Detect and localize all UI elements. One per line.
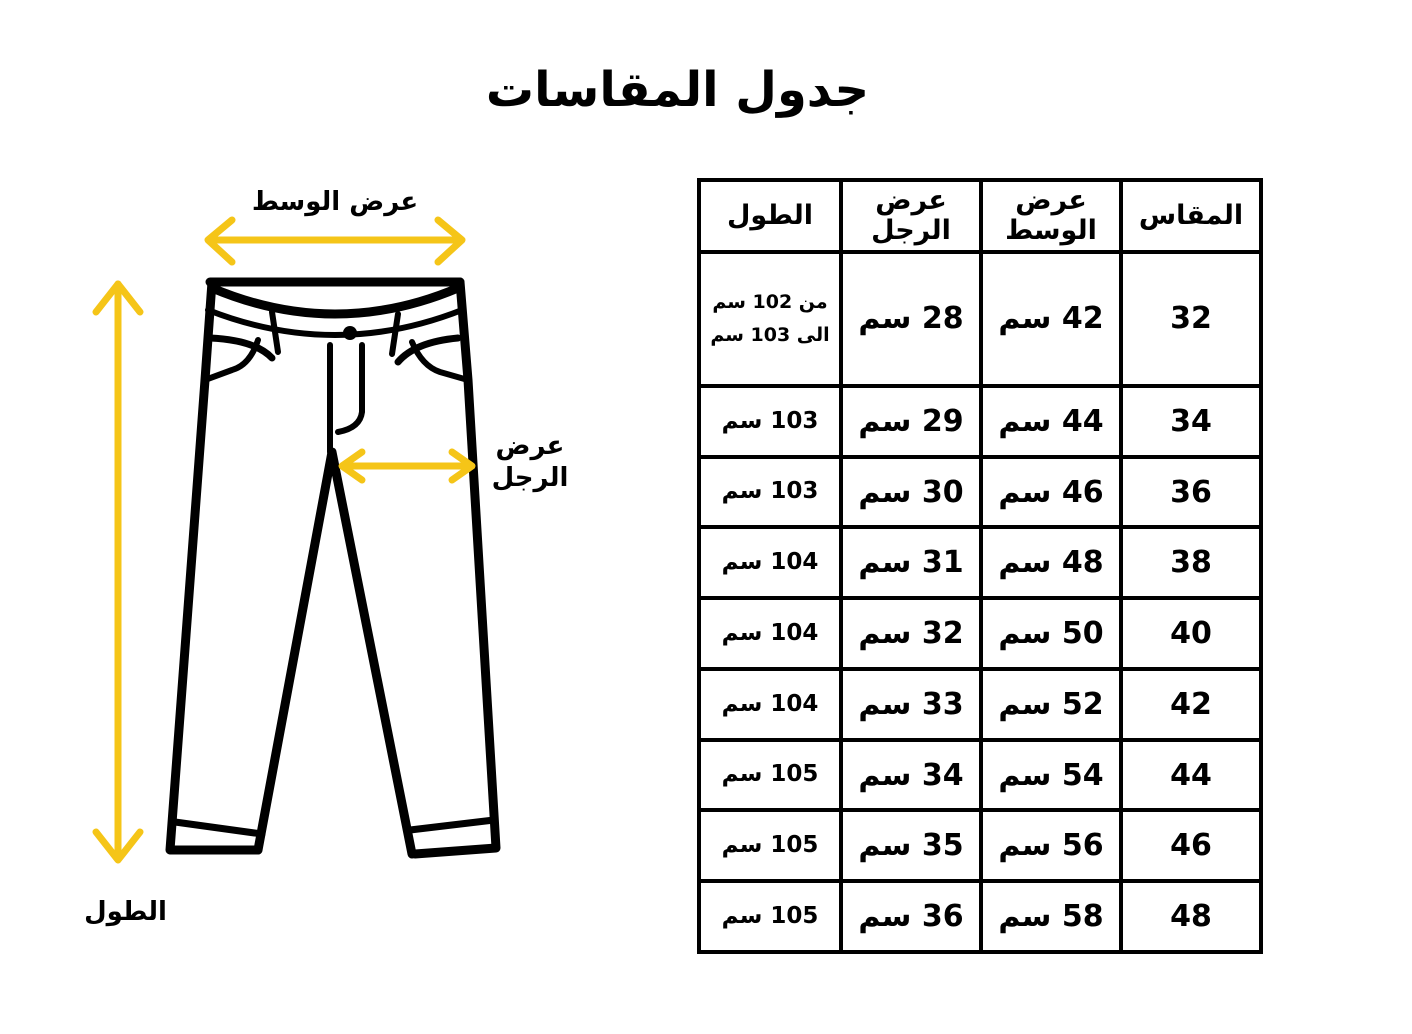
header-leg-line1: عرض (875, 185, 947, 217)
cell-waist: 56 سم (981, 810, 1121, 881)
cell-leg: 32 سم (841, 598, 981, 669)
waistband-curve (212, 288, 458, 314)
table-header-row (699, 180, 1261, 252)
cell-size: 44 (1121, 740, 1261, 811)
header-waist (981, 180, 1121, 252)
header-length: الطول (699, 180, 841, 252)
cell-waist: 50 سم (981, 598, 1121, 669)
cell-leg: 33 سم (841, 669, 981, 740)
cell-length: 105 سم (699, 740, 841, 811)
cell-leg: 28 سم (841, 252, 981, 386)
pants-illustration (0, 0, 620, 1030)
right-cuff (410, 820, 494, 830)
table-row (699, 881, 1261, 952)
table-row (699, 386, 1261, 457)
left-leg-outline (170, 282, 258, 850)
cell-leg: 34 سم (841, 740, 981, 811)
left-cuff (175, 822, 262, 834)
cell-size: 34 (1121, 386, 1261, 457)
cell-waist: 48 سم (981, 527, 1121, 598)
cell-waist: 58 سم (981, 881, 1121, 952)
measure-arrows (96, 220, 472, 860)
cell-leg: 31 سم (841, 527, 981, 598)
table-row (699, 457, 1261, 528)
cell-waist: 54 سم (981, 740, 1121, 811)
cell-length: 103 سم (699, 457, 841, 528)
right-pocket (398, 338, 458, 362)
pants-diagram (0, 0, 620, 1030)
button-icon (343, 326, 357, 340)
cell-length: 104 سم (699, 669, 841, 740)
cell-size: 42 (1121, 669, 1261, 740)
table-row (699, 810, 1261, 881)
table-row (699, 527, 1261, 598)
cell-length-line2: الى 103 سم (710, 323, 830, 346)
page-title: جدول المقاسات (485, 62, 870, 118)
header-leg (841, 180, 981, 252)
left-pocket (210, 338, 272, 358)
cell-size: 38 (1121, 527, 1261, 598)
cell-leg: 30 سم (841, 457, 981, 528)
table-row (699, 252, 1261, 386)
leg-label (480, 430, 580, 494)
header-size: المقاس (1121, 180, 1261, 252)
cell-waist: 44 سم (981, 386, 1121, 457)
header-waist-line1: عرض (1015, 185, 1087, 217)
cell-leg: 29 سم (841, 386, 981, 457)
table-row (699, 740, 1261, 811)
cell-leg: 36 سم (841, 881, 981, 952)
leg-label-line2: الرجل (491, 463, 569, 493)
waist-label: عرض الوسط (251, 187, 419, 217)
cell-length: 103 سم (699, 386, 841, 457)
table-row (699, 598, 1261, 669)
cell-size: 46 (1121, 810, 1261, 881)
cell-waist: 42 سم (981, 252, 1121, 386)
cell-size: 32 (1121, 252, 1261, 386)
cell-length: 105 سم (699, 881, 841, 952)
leg-label-line1: عرض (495, 431, 565, 461)
header-leg-line2: الرجل (871, 215, 951, 246)
cell-size: 36 (1121, 457, 1261, 528)
size-table (697, 178, 1263, 954)
cell-size: 40 (1121, 598, 1261, 669)
cell-waist: 52 سم (981, 669, 1121, 740)
cell-length: 104 سم (699, 598, 841, 669)
inseam (258, 452, 412, 854)
cell-size: 48 (1121, 881, 1261, 952)
cell-length: 105 سم (699, 810, 841, 881)
cell-length (699, 252, 841, 386)
length-label: الطول (84, 897, 167, 927)
header-waist-line2: الوسط (1005, 215, 1097, 246)
table-row (699, 669, 1261, 740)
cell-leg: 35 سم (841, 810, 981, 881)
cell-length: 104 سم (699, 527, 841, 598)
cell-waist: 46 سم (981, 457, 1121, 528)
cell-length-line1: من 102 سم (712, 290, 828, 313)
